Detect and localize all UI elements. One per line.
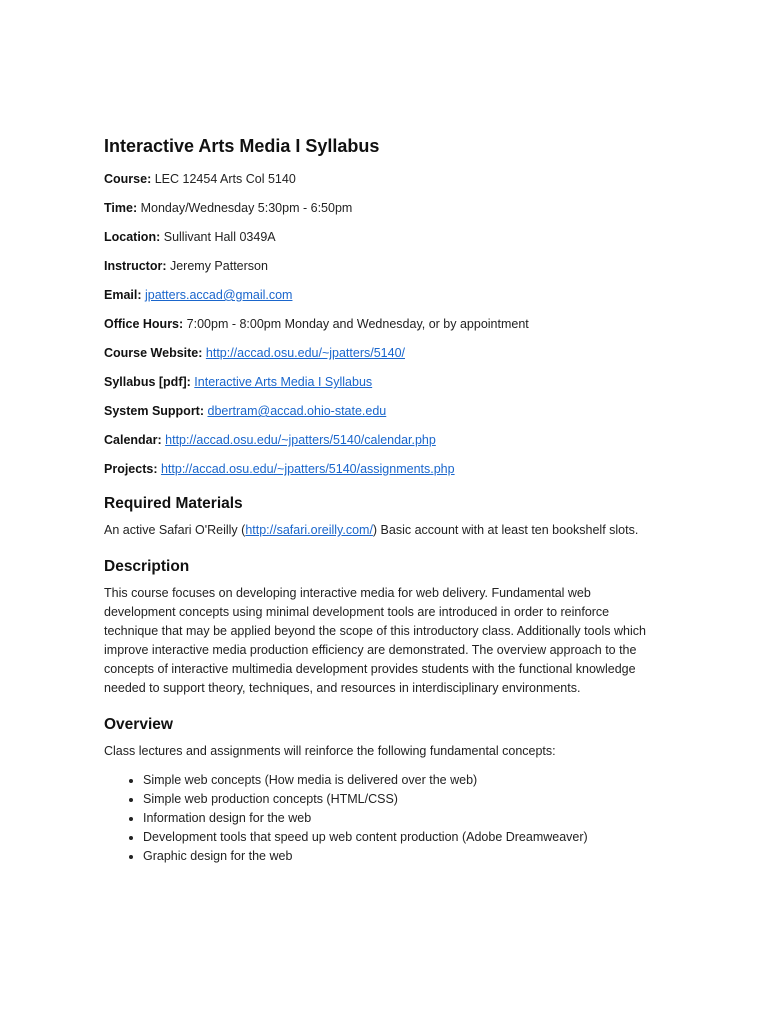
field-label: Time: [104,201,138,215]
page-title: Interactive Arts Media I Syllabus [104,136,380,156]
field-value: 7:00pm - 8:00pm Monday and Wednesday, or by appointment [186,317,529,331]
field-location [104,229,664,245]
field-label: Course: [104,172,152,186]
list-item: • Simple web production concepts (HTML/CSS) [143,790,664,809]
system-support-link[interactable]: dbertram@accad.ohio-state.edu [207,404,387,418]
field-course [104,171,664,187]
field-label: Calendar: [104,433,162,447]
list-item: • Information design for the web [143,809,664,828]
field-time [104,200,664,216]
overview-section [104,715,664,866]
field-label: Projects: [104,462,158,476]
field-label: Instructor: [104,259,167,273]
field-syllabus-pdf [104,374,664,390]
field-value: Monday/Wednesday 5:30pm - 6:50pm [140,201,353,215]
field-projects [104,461,664,477]
calendar-link[interactable]: http://accad.osu.edu/~jpatters/5140/calendar.php [165,433,436,447]
field-label: System Support: [104,404,205,418]
list-item: • Simple web concepts (How media is delivered over the web) [143,771,664,790]
list-item: • Development tools that speed up web content production (Adobe Dreamweaver) [143,828,664,847]
field-email [104,287,664,303]
section-heading: Description [104,558,190,575]
field-office-hours [104,316,664,332]
field-label: Email: [104,288,142,302]
description-text: This course focuses on developing interactive media for web delivery. Fundamental web development concepts using minimal development tools are introduced in order to reinforce technique that may be applied beyond the scope of this introductory class. Additionally tools which improve interactive media production efficiency are demonstrated. The overview approach to the concepts of interactive multimedia development provides students with the functional knowledge needed to support theory, techniques, and resources in interdisciplinary environments. [104,586,646,695]
field-label: Syllabus [pdf]: [104,375,191,389]
course-website-link[interactable]: http://accad.osu.edu/~jpatters/5140/ [205,346,405,360]
field-calendar [104,432,664,448]
field-label: Location: [104,230,161,244]
email-link[interactable]: jpatters.accad@gmail.com [145,288,293,302]
field-label: Course Website: [104,346,203,360]
syllabus-pdf-link[interactable]: Interactive Arts Media I Syllabus [194,375,373,389]
safari-link[interactable]: http://safari.oreilly.com/ [245,523,373,537]
field-value: Jeremy Patterson [169,259,268,273]
list-item: • Graphic design for the web [143,847,664,866]
syllabus-document [104,134,664,866]
projects-link[interactable]: http://accad.osu.edu/~jpatters/5140/assignments.php [160,462,455,476]
course-info [104,171,664,477]
field-instructor [104,258,664,274]
field-value: LEC 12454 Arts Col 5140 [154,172,296,186]
overview-intro: Class lectures and assignments will reinforce the following fundamental concepts: [104,744,556,758]
field-value: Sullivant Hall 0349A [163,230,276,244]
required-materials-text: An active Safari O'Reilly (http://safari.oreilly.com/) Basic account with at least ten bookshelf slots. [104,523,639,537]
field-system-support [104,403,664,419]
description-section [104,557,664,698]
section-heading: Overview [104,716,173,733]
required-materials-section [104,494,664,540]
field-course-website [104,345,664,361]
section-heading: Required Materials [104,495,243,512]
field-label: Office Hours: [104,317,184,331]
concepts-list [104,771,664,866]
